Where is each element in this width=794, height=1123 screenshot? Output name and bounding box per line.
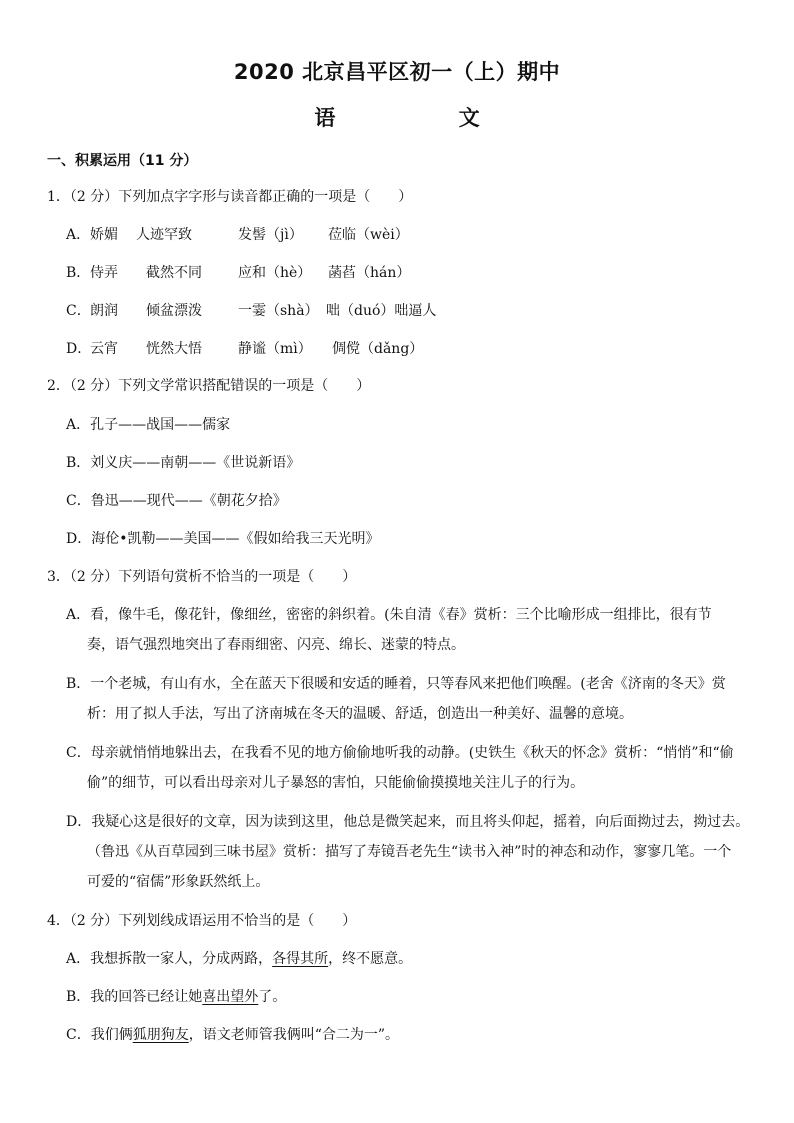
question-3-option-a-line2: 奏，语气强烈地突出了春雨细密、闪亮、绵长、迷蒙的特点。 xyxy=(87,637,465,653)
question-2-option-d: D．海伦•凯勒——美国——《假如给我三天光明》 xyxy=(66,531,380,547)
question-1-option-c: C．朗润 倾盆漂泼 一霎（shà） 咄（duó）咄逼人 xyxy=(66,303,437,319)
question-2-stem: 2．（2 分）下列文学常识搭配错误的一项是（ ） xyxy=(47,378,371,394)
question-3-option-b-line1: B．一个老城，有山有水，全在蓝天下很暖和安适的睡着，只等春风来把他们唤醒。(老舍《济南的冬天》赏 xyxy=(66,676,726,692)
question-3-option-d-line3: 可爱的“宿儒”形象跃然纸上。 xyxy=(87,874,270,890)
question-3-option-a-line1: A．看，像牛毛，像花针，像细丝，密密的斜织着。(朱自清《春》赏析：三个比喻形成一组排比，很有节 xyxy=(66,607,712,623)
question-4-option-b: B．我的回答已经让她喜出望外了。 xyxy=(66,989,287,1005)
underlined-idiom: 各得其所 xyxy=(272,951,329,967)
question-4-option-c: C．我们俩狐朋狗友，语文老师管我俩叫“合二为一”。 xyxy=(66,1027,400,1043)
question-1-option-b: B．侍弄 截然不同 应和（hè） 菡萏（hán） xyxy=(66,265,411,281)
question-2-option-a: A．孔子——战国——儒家 xyxy=(66,417,231,433)
underlined-idiom: 狐朋狗友 xyxy=(132,1027,189,1043)
exam-subject: 语 文 xyxy=(314,106,518,130)
exam-title: 2020 北京昌平区初一（上）期中 xyxy=(233,60,561,84)
question-3-option-c-line2: 偷”的细节，可以看出母亲对儿子暴怒的害怕，只能偷偷摸摸地关注儿子的行为。 xyxy=(87,775,585,791)
question-4-option-a: A．我想拆散一家人，分成两路，各得其所，终不愿意。 xyxy=(66,951,413,967)
question-2-option-c: C．鲁迅——现代——《朝花夕拾》 xyxy=(66,493,287,509)
question-4-stem: 4．（2 分）下列划线成语运用不恰当的是（ ） xyxy=(47,913,357,929)
question-2-option-b: B．刘义庆——南朝——《世说新语》 xyxy=(66,455,301,471)
question-1-stem: 1．（2 分）下列加点字字形与读音都正确的一项是（ ） xyxy=(47,189,413,205)
question-3-stem: 3．（2 分）下列语句赏析不恰当的一项是（ ） xyxy=(47,569,357,585)
question-1-option-d: D．云宵 恍然大悟 静谧（mì） 倜傥（dǎng） xyxy=(66,341,424,357)
section-heading: 一、积累运用（11 分） xyxy=(47,153,198,169)
question-1-option-a: A．娇媚 人迹罕致 发髻（jì） 莅临（wèi） xyxy=(66,227,409,243)
question-3-option-c-line1: C．母亲就悄悄地躲出去，在我看不见的地方偷偷地听我的动静。(史铁生《秋天的怀念》赏析：“悄悄”和“偷 xyxy=(66,745,734,761)
underlined-idiom: 喜出望外 xyxy=(202,989,259,1005)
question-3-option-b-line2: 析：用了拟人手法，写出了济南城在冬天的温暖、舒适，创造出一种美好、温馨的意境。 xyxy=(87,706,633,722)
question-3-option-d-line2: （鲁迅《从百草园到三味书屋》赏析：描写了寿镜吾老先生“读书入神”时的神态和动作，寥寥几笔。一个 xyxy=(87,844,732,860)
question-3-option-d-line1: D．我疑心这是很好的文章，因为读到这里，他总是微笑起来，而且将头仰起，摇着，向后面拗过去，拗过去。 xyxy=(66,814,750,830)
